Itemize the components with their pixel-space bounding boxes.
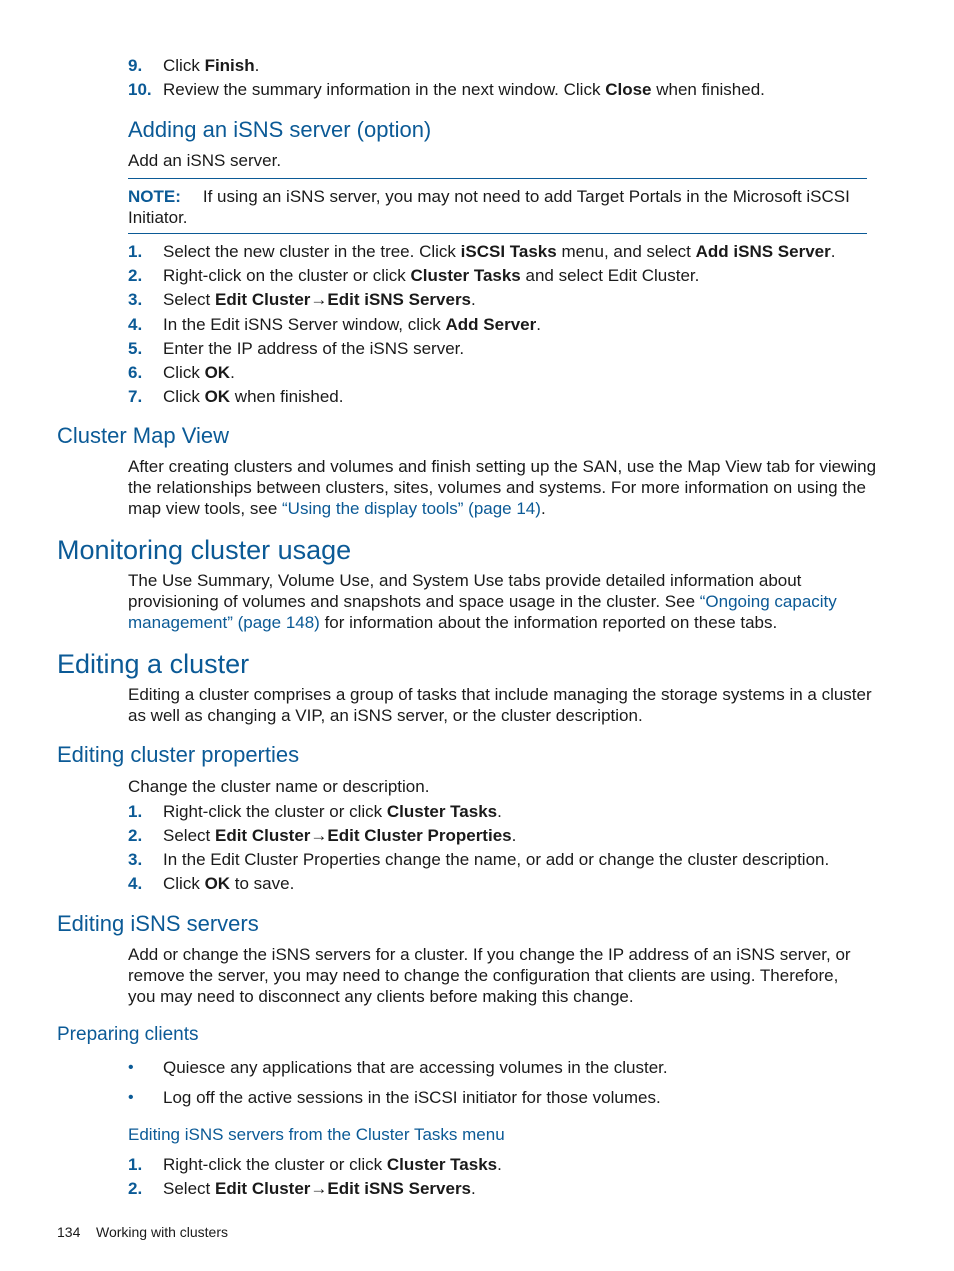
list-item: Select Edit Cluster→Edit iSNS Servers. (163, 1179, 476, 1198)
step-number: 4. (128, 315, 143, 334)
step-number: 6. (128, 363, 143, 382)
step-number: 10. (128, 80, 152, 99)
list-item: Right-click on the cluster or click Cluster Tasks and select Edit Cluster. (163, 266, 700, 285)
paragraph-line: The Use Summary, Volume Use, and System Use tabs provide detailed information about (128, 571, 802, 590)
step-number: 1. (128, 802, 143, 821)
paragraph-line: remove the server, you may need to change the configuration that clients are using. Therefore, (128, 966, 839, 985)
note-top-rule (128, 178, 867, 179)
step-number: 5. (128, 339, 143, 358)
list-item: Click OK to save. (163, 874, 295, 893)
note-bottom-rule (128, 233, 867, 234)
step-number: 1. (128, 1155, 143, 1174)
list-item: Select Edit Cluster→Edit Cluster Properties. (163, 826, 517, 845)
menu-arrow-icon: → (310, 826, 328, 845)
list-item: Quiesce any applications that are accessing volumes in the cluster. (163, 1058, 668, 1077)
cross-reference-link[interactable]: management” (page 148) (128, 613, 320, 632)
paragraph-line: map view tools, see “Using the display tools” (page 14). (128, 499, 546, 518)
list-item: Select the new cluster in the tree. Click iSCSI Tasks menu, and select Add iSNS Server. (163, 242, 836, 261)
subsection-heading: Editing iSNS servers from the Cluster Tasks menu (128, 1125, 505, 1144)
section-heading: Editing iSNS servers (57, 911, 259, 936)
menu-arrow-icon: → (310, 290, 328, 309)
list-item: Log off the active sessions in the iSCSI initiator for those volumes. (163, 1088, 661, 1107)
step-number: 2. (128, 1179, 143, 1198)
section-heading: Adding an iSNS server (option) (128, 117, 432, 142)
paragraph-line: management” (page 148) for information about the information reported on these tabs. (128, 613, 778, 632)
paragraph-line: as well as changing a VIP, an iSNS server, or the cluster description. (128, 706, 643, 725)
paragraph-line: you may need to disconnect any clients before making this change. (128, 987, 634, 1006)
list-item: Click OK. (163, 363, 235, 382)
section-intro: Add an iSNS server. (128, 151, 282, 170)
step-number: 3. (128, 290, 143, 309)
cross-reference-link[interactable]: “Ongoing capacity (699, 592, 837, 611)
list-item: Right-click the cluster or click Cluster Tasks. (163, 1155, 502, 1174)
footer-section-title: Working with clusters (96, 1224, 229, 1240)
note-line: NOTE: If using an iSNS server, you may not need to add Target Portals in the Microsoft iSCSI (128, 187, 850, 206)
page-number: 134 (57, 1224, 81, 1240)
note-line: Initiator. (128, 208, 188, 227)
list-item: Click OK when finished. (163, 387, 344, 406)
paragraph-line: Editing a cluster comprises a group of tasks that include managing the storage systems in a cluster (128, 685, 872, 704)
paragraph-line: provisioning of volumes and snapshots and space usage in the cluster. See “Ongoing capacity (128, 592, 837, 611)
list-item: Select Edit Cluster→Edit iSNS Servers. (163, 290, 476, 309)
bullet-icon: • (128, 1059, 134, 1076)
section-heading: Editing cluster properties (57, 742, 300, 767)
menu-arrow-icon: → (310, 1179, 328, 1198)
list-item: Right-click the cluster or click Cluster Tasks. (163, 802, 502, 821)
paragraph-line: Add or change the iSNS servers for a cluster. If you change the IP address of an iSNS server, or (128, 945, 851, 964)
list-item: Click Finish. (163, 56, 260, 75)
list-item: In the Edit iSNS Server window, click Add Server. (163, 315, 541, 334)
bullet-icon: • (128, 1089, 134, 1106)
list-item: Review the summary information in the next window. Click Close when finished. (163, 80, 765, 99)
section-intro: Change the cluster name or description. (128, 777, 430, 796)
step-number: 3. (128, 850, 143, 869)
step-number: 4. (128, 874, 143, 893)
paragraph-line: After creating clusters and volumes and finish setting up the SAN, use the Map View tab for viewing (128, 457, 877, 476)
step-number: 9. (128, 56, 143, 75)
step-number: 2. (128, 826, 143, 845)
subsection-heading: Preparing clients (57, 1024, 199, 1045)
chapter-heading: Editing a cluster (57, 649, 250, 679)
step-number: 2. (128, 266, 143, 285)
list-item: Enter the IP address of the iSNS server. (163, 339, 465, 358)
chapter-heading: Monitoring cluster usage (57, 535, 352, 565)
list-item: In the Edit Cluster Properties change the name, or add or change the cluster description. (163, 850, 830, 869)
step-number: 1. (128, 242, 143, 261)
step-number: 7. (128, 387, 143, 406)
note-label: NOTE: (128, 187, 181, 206)
section-heading: Cluster Map View (57, 423, 229, 448)
cross-reference-link[interactable]: “Using the display tools” (page 14) (282, 499, 541, 518)
paragraph-line: the relationships between clusters, sites, volumes and systems. For more information on using the (128, 478, 866, 497)
